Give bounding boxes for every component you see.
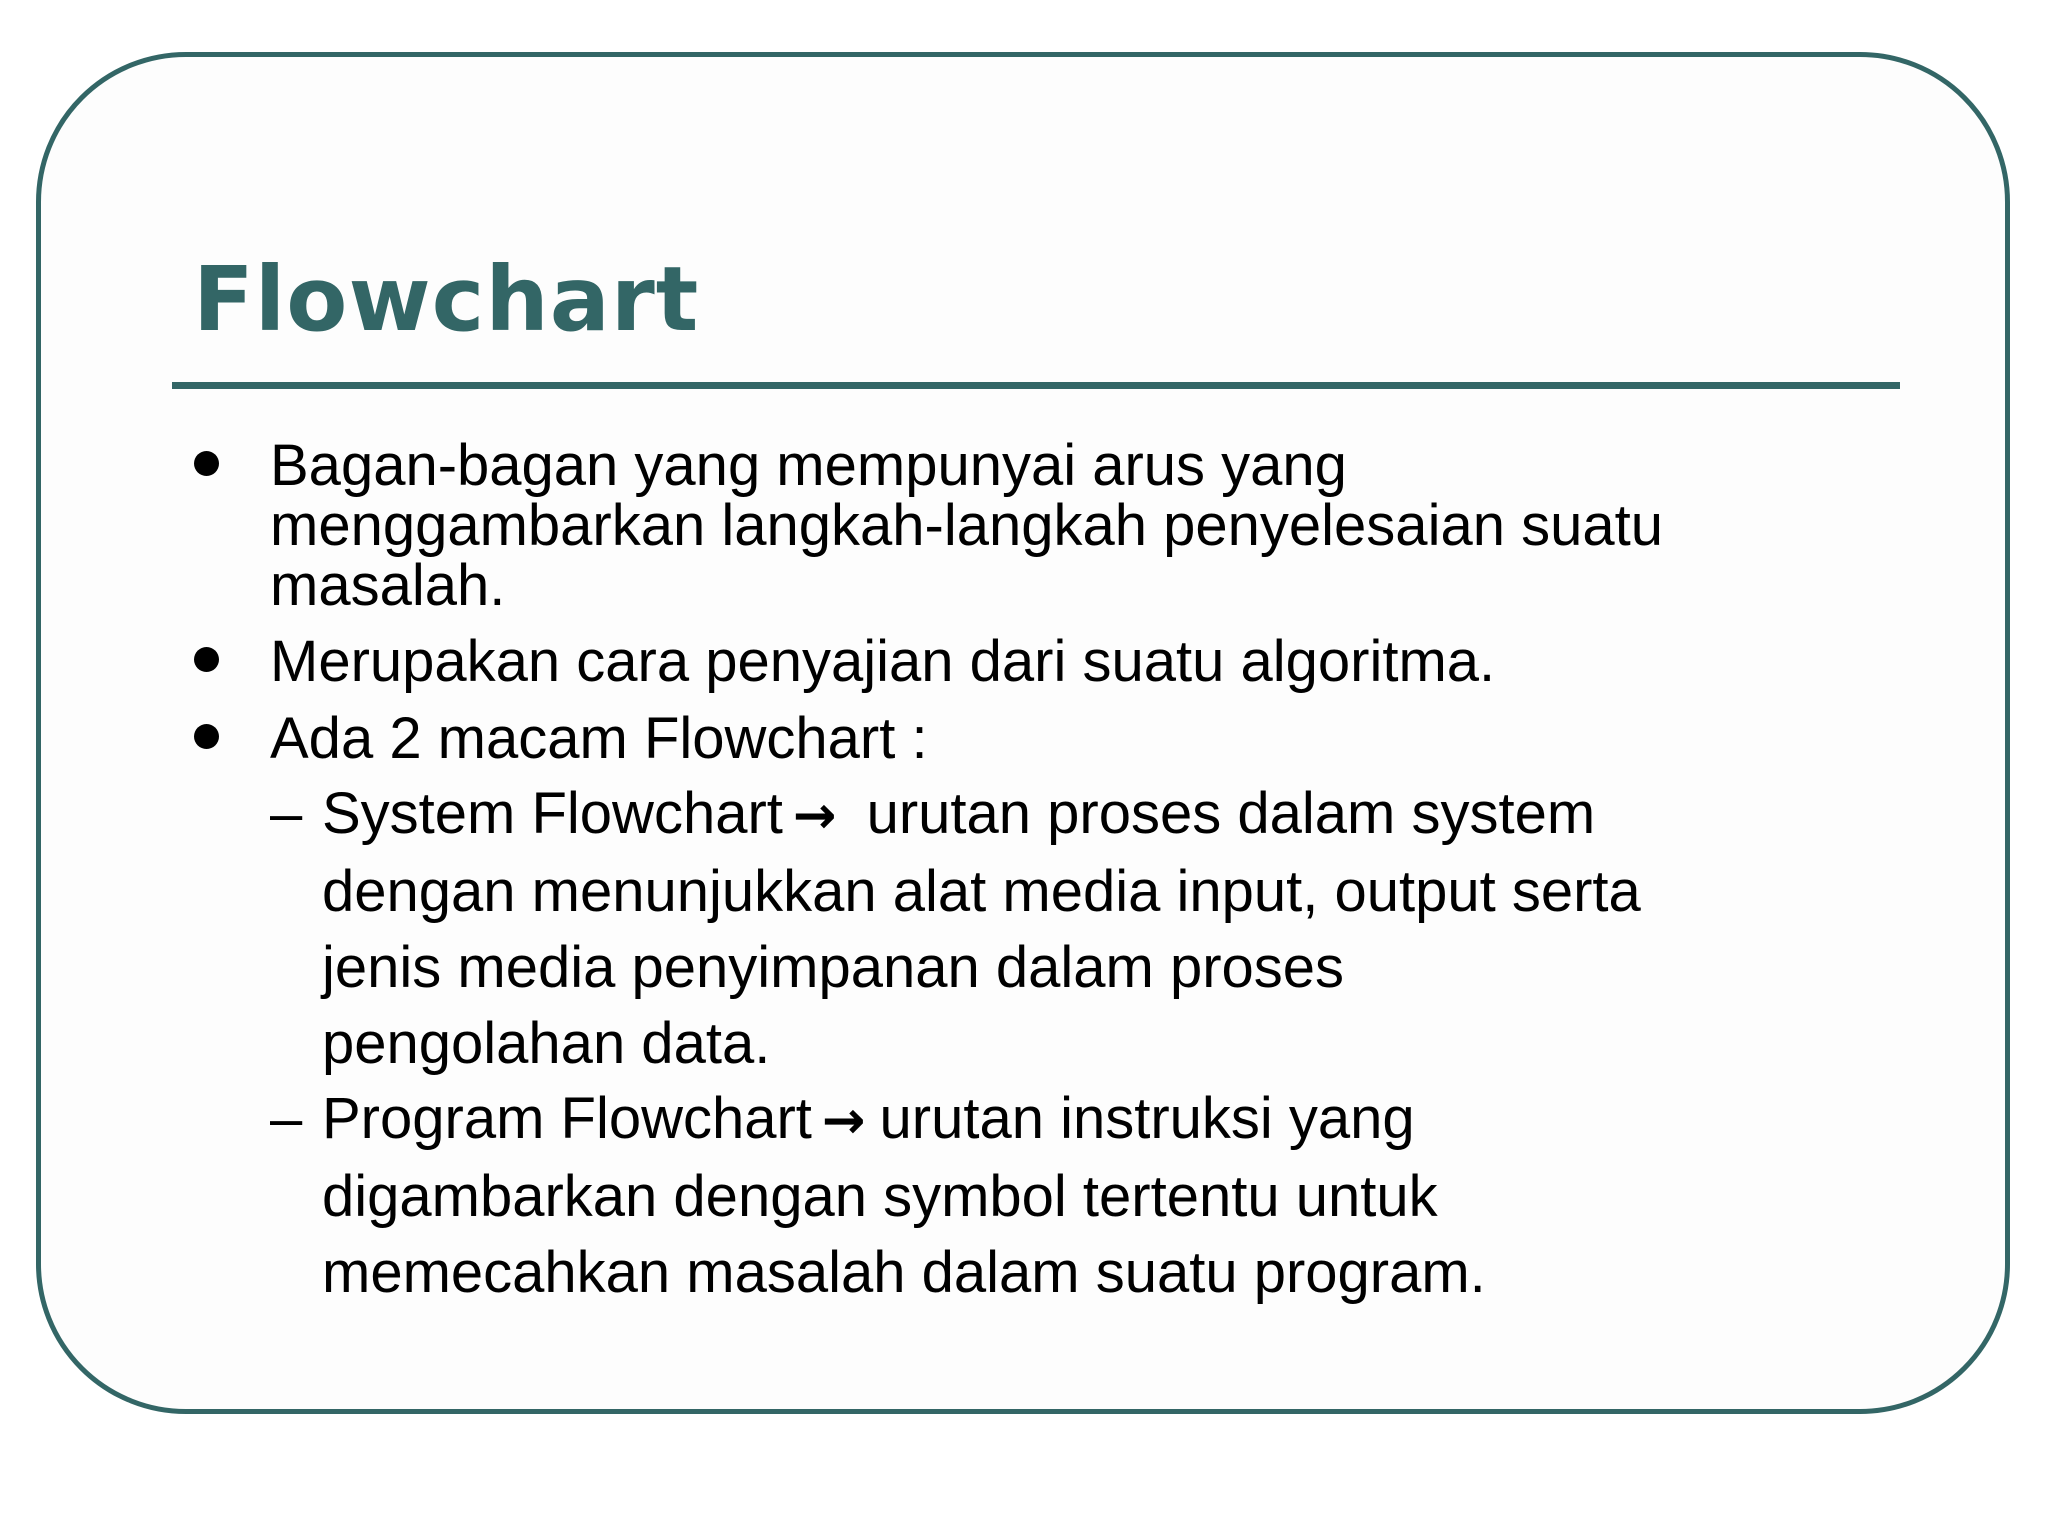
right-arrow-icon: → [792,786,837,846]
bullet-icon [194,724,219,749]
bullet-icon [194,451,219,476]
bullet-item-types [270,706,1870,771]
bullet-text-line: Bagan-bagan yang mempunyai arus yang [270,433,1347,498]
sub-item-text-line: pengolahan data. [322,1011,771,1076]
dash-icon: – [270,1086,303,1151]
sub-item-text-line: memecahkan masalah dalam suatu program. [322,1240,1486,1305]
bullet-item-algorithm [270,629,1870,694]
sub-item-term: System Flowchart [322,781,783,846]
sub-item-text-line: dengan menunjukkan alat media input, output serta [322,859,1641,924]
bullet-text-line: Merupakan cara penyajian dari suatu algoritma. [270,629,1496,694]
sub-item-program-flowchart [270,1081,1830,1311]
sub-item-text-line: urutan instruksi yang [879,1086,1415,1151]
sub-item-text-line: urutan proses dalam system [866,781,1596,846]
sub-item-text-line: jenis media penyimpanan dalam proses [322,935,1345,1000]
sub-item-text-line: digambarkan dengan symbol tertentu untuk [322,1164,1438,1229]
bullet-icon [194,647,219,672]
sub-item-system-flowchart [270,776,1830,1082]
slide-title: Flowchart [193,247,700,351]
bullet-text-line: Ada 2 macam Flowchart : [270,706,928,771]
right-arrow-icon: → [821,1091,866,1151]
bullet-text-line: menggambarkan langkah-langkah penyelesaian suatu [270,493,1663,558]
sub-item-term: Program Flowchart [322,1086,812,1151]
dash-icon: – [270,781,303,846]
bullet-item-definition [270,433,1870,618]
bullet-text-line: masalah. [270,553,506,618]
